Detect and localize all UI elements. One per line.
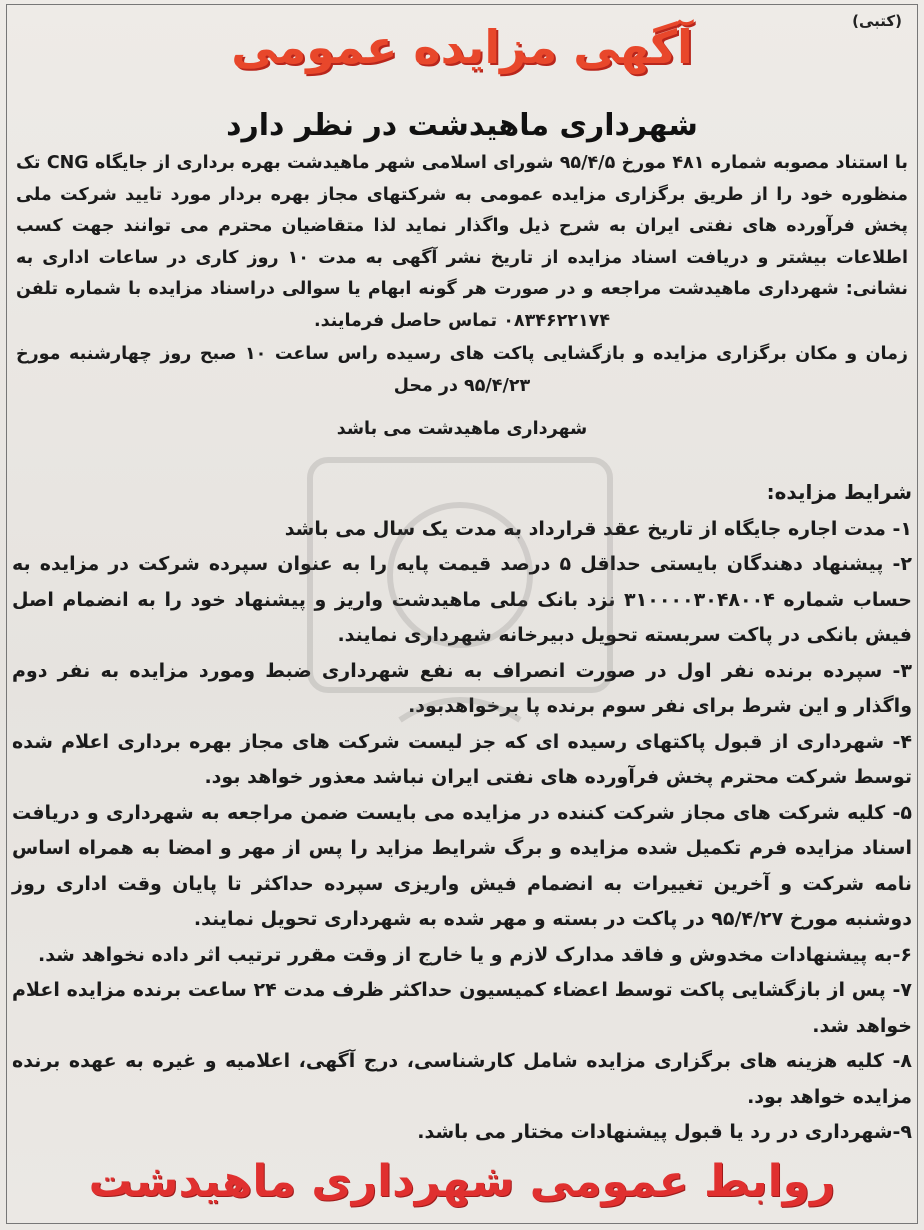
- footer-signature: روابط عمومی شهرداری ماهیدشت: [88, 1156, 836, 1207]
- conditions-list: [12, 512, 912, 1151]
- schedule-paragraph: زمان و مکان برگزاری مزایده و بازگشایی پاکت های رسیده راس ساعت ۱۰ صبح روز چهارشنبه مورخ ۹۵/۴/۲۳ در محل: [16, 344, 908, 396]
- condition-item: ۷- پس از بازگشایی پاکت توسط اعضاء کمیسیون حداکثر ظرف مدت ۲۴ ساعت برنده مزایده اعلام خواهد شد.: [12, 979, 912, 1037]
- condition-item: ۹-شهرداری در رد یا قبول پیشنهادات مختار می باشد.: [417, 1121, 912, 1143]
- subtitle: شهرداری ماهیدشت در نظر دارد: [226, 108, 698, 143]
- condition-item: ۱- مدت اجاره جایگاه از تاریخ عقد قرارداد به مدت یک سال می باشد: [284, 517, 912, 540]
- ad-type-tag: (کتبی): [852, 12, 902, 30]
- main-title: آگهی مزایده عمومی: [231, 20, 693, 74]
- condition-item: ۵- کلیه شرکت های مجاز شرکت کننده در مزایده می بایست ضمن مراجعه به شهرداری و دریافت اسناد مزایده فرم تکمیل شده مزایده و برگ شرایط مزاید را پس از مهر و امضا به همراه اساس نامه شرکت و آخرین تغییرات به انضمام فیش واریزی سپرده حداکثر تا پایان وقت اداری روز دوشنبه مورخ ۹۵/۴/۲۷ در پاکت در بسته و مهر شده به شهرداری تحویل نمایند.: [12, 801, 912, 930]
- condition-item: ۳- سپرده برنده نفر اول در صورت انصراف به نفع شهرداری ضبط ومورد مزایده به نفر دوم واگذار و این شرط برای نفر سوم برنده پا برخواهدبود.: [12, 659, 912, 717]
- condition-item: ۴- شهرداری از قبول پاکتهای رسیده ای که جز لیست شرکت های مجاز بهره برداری اعلام شده توسط شرکت محترم پخش فرآورده های نفتی ایران نباشد معذور خواهد بود.: [12, 730, 912, 788]
- condition-item: ۶-به پیشنهادات مخدوش و فاقد مدارک لازم و یا خارج از وقت مقرر ترتیب اثر داده نخواهد شد.: [37, 943, 912, 966]
- condition-item: ۲- پیشنهاد دهندگان بایستی حداقل ۵ درصد قیمت پایه را به عنوان سپرده شرکت در مزایده به حساب شماره ۳۱۰۰۰۰۳۰۴۸۰۰۴ نزد بانک ملی ماهیدشت واریز و پیشنهاد خود را به انضمام اصل فیش بانکی در پاکت سربسته تحویل دبیرخانه شهرداری نمایند.: [12, 553, 912, 646]
- condition-item: ۸- کلیه هزینه های برگزاری مزایده شامل کارشناسی، درج آگهی، اعلامیه و غیره به عهده برنده مزایده خواهد بود.: [12, 1050, 912, 1108]
- intro-paragraph: با استناد مصوبه شماره ۴۸۱ مورخ ۹۵/۴/۵ شورای اسلامی شهر ماهیدشت بهره برداری از جایگاه CNG تک منظوره خود را از طریق برگزاری مزایده عمومی به شرکتهای مجاز بهره بردار مورد تایید شرکت ملی پخش فرآورده های نفتی ایران به شرح ذیل واگذار نماید لذا متقاضیان محترم می توانند جهت کسب اطلاعات بیشتر و دریافت اسناد مزایده از تاریخ نشر آگهی به مدت ۱۰ روز کاری در ساعات اداری به نشانی: شهرداری ماهیدشت مراجعه و در صورت هر گونه ابهام یا سوالی دراسناد مزایده با شماره تلفن ۰۸۳۴۶۲۲۱۷۴ تماس حاصل فرمایند.: [16, 153, 908, 331]
- schedule-paragraph-tail: شهرداری ماهیدشت می باشد: [336, 419, 588, 439]
- conditions-title: شرایط مزایده:: [766, 479, 912, 504]
